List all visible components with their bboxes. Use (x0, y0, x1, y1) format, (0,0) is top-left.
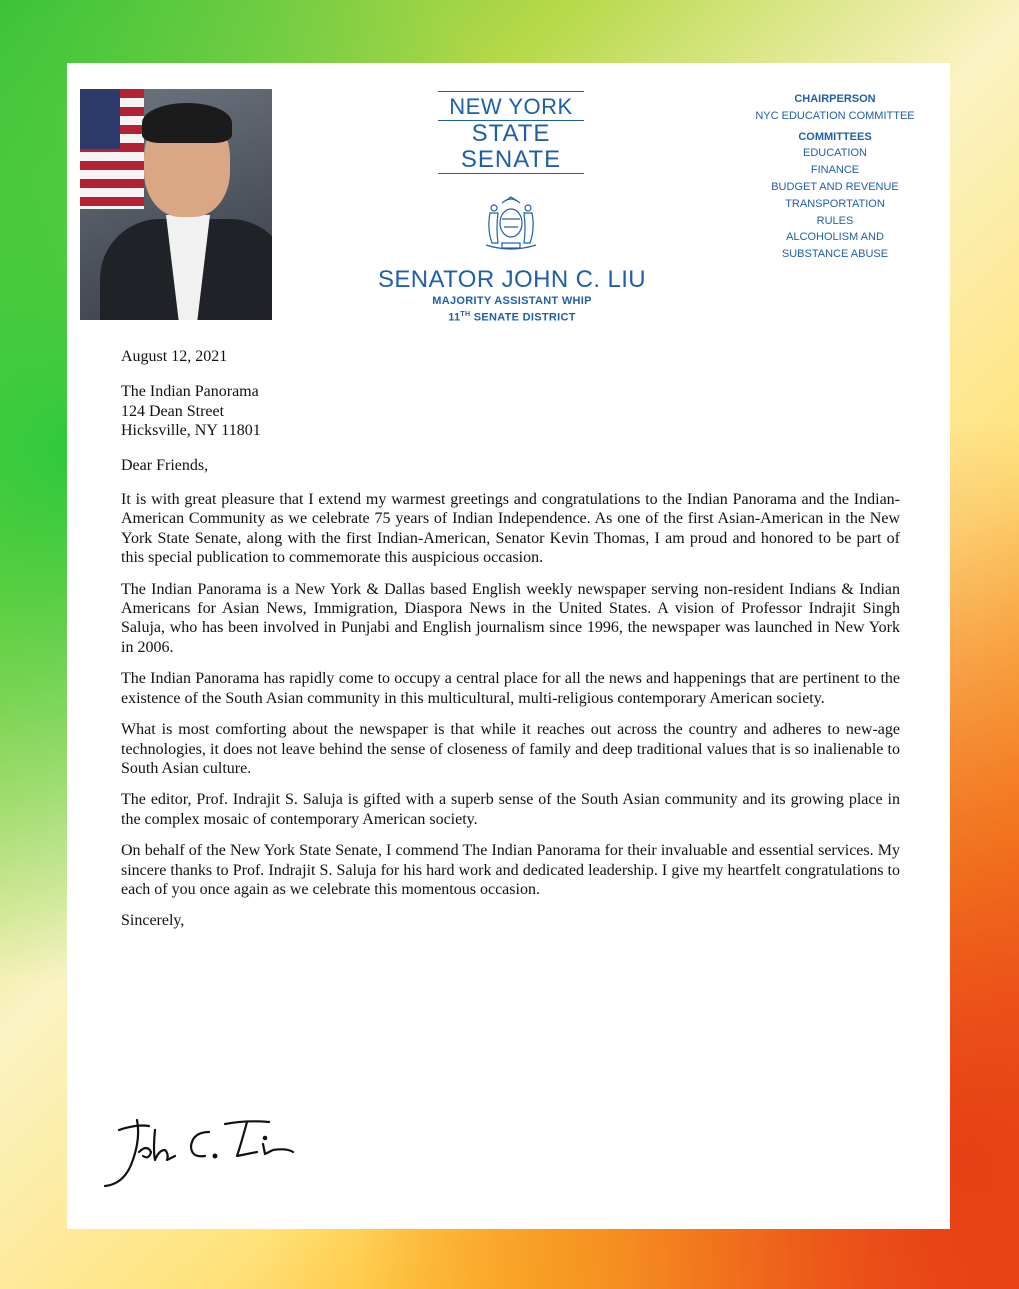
committees-heading: COMMITTEES (798, 130, 872, 143)
senator-district: 11TH SENATE DISTRICT (448, 311, 576, 324)
letter-date: August 12, 2021 (121, 348, 228, 365)
senator-name: SENATOR JOHN C. LIU (377, 266, 647, 293)
paragraph: It is with great pleasure that I extend my warmest greetings and congratulations to the Indian Panorama and the Indian-American Community as we celebrate 75 years of Indian Independence. As one of the first Asian-American in the New York State Senate, along with the first Indian-American, Senator Kevin Thomas, I am proud and honored to be part of this special publication to commemorate this auspicious occasion. (121, 491, 900, 567)
paragraph: The Indian Panorama has rapidly come to occupy a central place for all the news and happenings that are pertinent to the existence of the South Asian community in this multicultural, multi-religious contemporary American society. (121, 670, 900, 707)
logo-line-state: STATE (471, 120, 551, 147)
logo-line-senate: SENATE (460, 146, 562, 173)
paragraph: The editor, Prof. Indrajit S. Saluja is gifted with a superb sense of the South Asian community and its growing place in the complex mosaic of contemporary American society. (121, 791, 900, 828)
committees-list (745, 91, 925, 263)
committee-item: FINANCE (810, 164, 860, 177)
greeting: Dear Friends, (121, 456, 209, 474)
committee-item: BUDGET AND REVENUE (771, 180, 899, 193)
paragraph: What is most comforting about the newspaper is that while it reaches out across the country and adheres to new-age technologies, it does not leave behind the sense of closeness of family and deep traditional values that is so inalienable to South Asian culture. (121, 721, 900, 777)
state-seal-icon (478, 195, 544, 253)
recipient-address (121, 382, 900, 440)
letter-body (121, 347, 900, 931)
address-line: 124 Dean Street (121, 402, 225, 420)
chairperson-committee: NYC EDUCATION COMMITTEE (755, 109, 915, 122)
paragraph: The Indian Panorama is a New York & Dallas based English weekly newspaper serving non-resident Indians & Indian Americans for Asian News, Immigration, Diaspora News in the United States. A vision of Professor Indrajit Singh Saluja, who has been involved in Punjabi and English journalism since 1996, the newspaper was launched in New York in 2006. (121, 580, 900, 656)
senator-photo (80, 89, 272, 320)
senator-block (357, 266, 667, 325)
senate-logo (436, 91, 586, 174)
committee-item: ALCOHOLISM AND (786, 231, 884, 244)
logo-line-new-york: NEW YORK (449, 94, 573, 119)
signoff: Sincerely, (121, 912, 185, 930)
committee-item: RULES (816, 214, 854, 227)
senator-title: MAJORITY ASSISTANT WHIP (432, 295, 592, 307)
paragraph: On behalf of the New York State Senate, I commend The Indian Panorama for their invaluable and essential services. My sincere thanks to Prof. Indrajit S. Saluja for his hard work and dedicated leadership. I give my heartfelt congratulations to each of you once again as we celebrate this momentous occasion. (121, 842, 900, 898)
committee-item: SUBSTANCE ABUSE (781, 248, 889, 261)
flag-background (80, 89, 144, 209)
address-line: Hicksville, NY 11801 (121, 422, 261, 440)
signature (97, 1110, 297, 1190)
letter-sheet (67, 63, 950, 1229)
committee-item: EDUCATION (803, 147, 867, 160)
committee-item: TRANSPORTATION (785, 197, 885, 210)
address-line: The Indian Panorama (121, 383, 259, 401)
chairperson-heading: CHAIRPERSON (794, 93, 876, 105)
